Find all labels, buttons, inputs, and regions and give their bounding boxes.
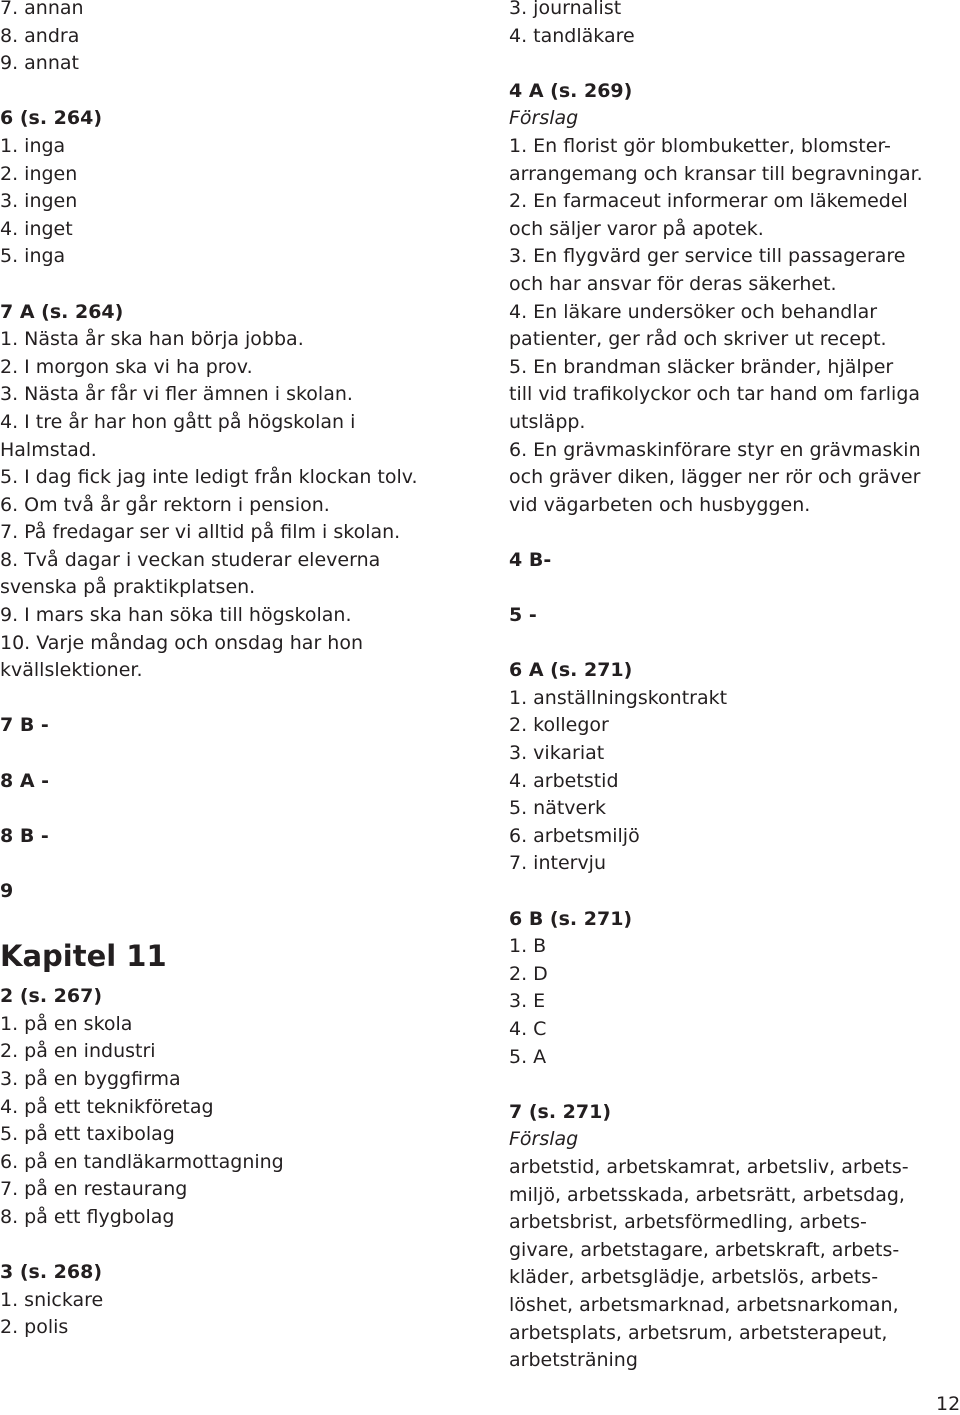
exercise-heading: 7 (s. 271) [509, 1100, 612, 1123]
list-item: 3. ingen [0, 190, 78, 213]
exercise-heading: 2 (s. 267) [0, 985, 103, 1008]
answer-line: 3. En flygvärd ger service till passagerare [509, 245, 906, 268]
answer-line: svenska på praktikplatsen. [0, 576, 256, 599]
exercise-heading: 3 (s. 268) [0, 1261, 103, 1284]
answer-line: 5. I dag fick jag inte ledigt från klockan tolv. [0, 466, 418, 489]
exercise-k6a [509, 657, 954, 878]
answer-line: miljö, arbetsskada, arbetsrätt, arbetsdag, [509, 1183, 905, 1206]
list-item: 1. inga [0, 134, 66, 157]
exercise-heading-8a: 8 A - [0, 769, 50, 792]
answer-line: patienter, ger råd och skriver ut recept. [509, 328, 887, 351]
list-item: 9. annat [0, 52, 79, 75]
answer-line: 3. Nästa år får vi fler ämnen i skolan. [0, 383, 353, 406]
exercise-7a [0, 299, 480, 685]
answer-line: 5. En brandman släcker bränder, hjälper [509, 355, 894, 378]
exercise-heading: 7 A (s. 264) [0, 300, 124, 323]
list-item: 4. på ett teknikföretag [0, 1095, 214, 1118]
answer-line: arbetsbrist, arbetsförmedling, arbets- [509, 1211, 867, 1234]
left-column [0, 0, 480, 1342]
exercise-k6b [509, 906, 954, 1072]
answer-line: utsläpp. [509, 410, 586, 433]
list-item: 3. E [509, 990, 546, 1013]
list-item: 2. polis [0, 1316, 69, 1339]
answer-line: 2. I morgon ska vi ha prov. [0, 355, 253, 378]
list-item: 5. inga [0, 245, 66, 268]
exercise-heading: 6 A (s. 271) [509, 659, 633, 682]
list-item: 7. på en restaurang [0, 1178, 188, 1201]
answer-line: 7. På fredagar ser vi alltid på film i skolan. [0, 521, 401, 544]
list-item: 1. anställningskontrakt [509, 686, 728, 709]
answer-line: 9. I mars ska han söka till högskolan. [0, 604, 352, 627]
chapter-title: Kapitel 11 [0, 939, 167, 974]
intro-list [0, 0, 480, 78]
answer-line: 10. Varje måndag och onsdag har hon [0, 631, 364, 654]
exercise-heading-5: 5 - [509, 604, 537, 627]
list-item: 1. B [509, 935, 547, 958]
exercise-k3-continued [509, 0, 954, 50]
answer-line: kläder, arbetsglädje, arbetslös, arbets- [509, 1266, 879, 1289]
right-column [509, 0, 954, 1375]
suggestion-label: Förslag [509, 107, 579, 130]
answer-line: vid vägarbeten och husbyggen. [509, 493, 811, 516]
answer-line: arbetsträning [509, 1349, 638, 1372]
list-item: 2. D [509, 962, 548, 985]
list-item: 1. snickare [0, 1288, 104, 1311]
answer-line: och gräver diken, lägger ner rör och gräver [509, 466, 921, 489]
answer-line: givare, arbetstagare, arbetskraft, arbets- [509, 1238, 900, 1261]
list-item: 8. på ett flygbolag [0, 1205, 175, 1228]
answer-line: och säljer varor på apotek. [509, 217, 764, 240]
list-item: 3. på en byggfirma [0, 1067, 181, 1090]
answer-line: 1. Nästa år ska han börja jobba. [0, 328, 304, 351]
list-item: 7. annan [0, 0, 84, 19]
answer-line: löshet, arbetsmarknad, arbetsnarkoman, [509, 1293, 899, 1316]
exercise-heading: 4 A (s. 269) [509, 79, 633, 102]
exercise-heading-9: 9 [0, 880, 14, 902]
list-item: 4. arbetstid [509, 769, 619, 792]
answer-line: Halmstad. [0, 438, 97, 461]
exercise-heading: 6 B (s. 271) [509, 907, 633, 930]
answer-line: 6. En grävmaskinförare styr en grävmaskin [509, 438, 921, 461]
list-item: 5. A [509, 1045, 547, 1068]
list-item: 2. ingen [0, 162, 78, 185]
page-number: 12 [936, 1393, 960, 1415]
answer-line: 1. En florist gör blombuketter, blomster- [509, 134, 891, 157]
list-item: 6. på en tandläkarmottagning [0, 1150, 284, 1173]
answer-line: 4. I tre år har hon gått på högskolan i [0, 410, 356, 433]
answer-line: 6. Om två år går rektorn i pension. [0, 493, 330, 516]
answer-line: 2. En farmaceut informerar om läkemedel [509, 190, 908, 213]
list-item: 5. nätverk [509, 797, 607, 820]
answer-line: arbetsplats, arbetsrum, arbetsterapeut, [509, 1321, 888, 1344]
answer-line: 8. Två dagar i veckan studerar eleverna [0, 548, 381, 571]
exercise-heading-4b: 4 B- [509, 548, 552, 571]
list-item: 2. på en industri [0, 1040, 156, 1063]
exercise-heading-8b: 8 B - [0, 824, 49, 847]
list-item: 3. journalist [509, 0, 622, 19]
exercise-k7 [509, 1099, 954, 1375]
list-item: 5. på ett taxibolag [0, 1123, 175, 1146]
answer-line: och har ansvar för deras säkerhet. [509, 272, 837, 295]
list-item: 6. arbetsmiljö [509, 824, 640, 847]
answer-line: 4. En läkare undersöker och behandlar [509, 300, 878, 323]
answer-line: kvällslektioner. [0, 659, 143, 682]
list-item: 1. på en skola [0, 1012, 133, 1035]
exercise-6 [0, 105, 480, 271]
list-item: 8. andra [0, 24, 80, 47]
exercise-k3 [0, 1259, 480, 1342]
answer-line: arrangemang och kransar till begravningar. [509, 162, 923, 185]
exercise-k4a [509, 78, 954, 520]
list-item: 2. kollegor [509, 714, 609, 737]
exercise-heading-7b: 7 B - [0, 714, 49, 737]
list-item: 4. C [509, 1017, 547, 1040]
list-item: 4. inget [0, 217, 73, 240]
list-item: 4. tandläkare [509, 24, 635, 47]
exercise-k2 [0, 983, 480, 1231]
list-item: 7. intervju [509, 852, 607, 875]
exercise-heading: 6 (s. 264) [0, 107, 103, 130]
answer-line: till vid trafikolyckor och tar hand om farliga [509, 383, 921, 406]
suggestion-label: Förslag [509, 1128, 579, 1151]
list-item: 3. vikariat [509, 742, 605, 765]
answer-line: arbetstid, arbetskamrat, arbetsliv, arbets- [509, 1155, 909, 1178]
